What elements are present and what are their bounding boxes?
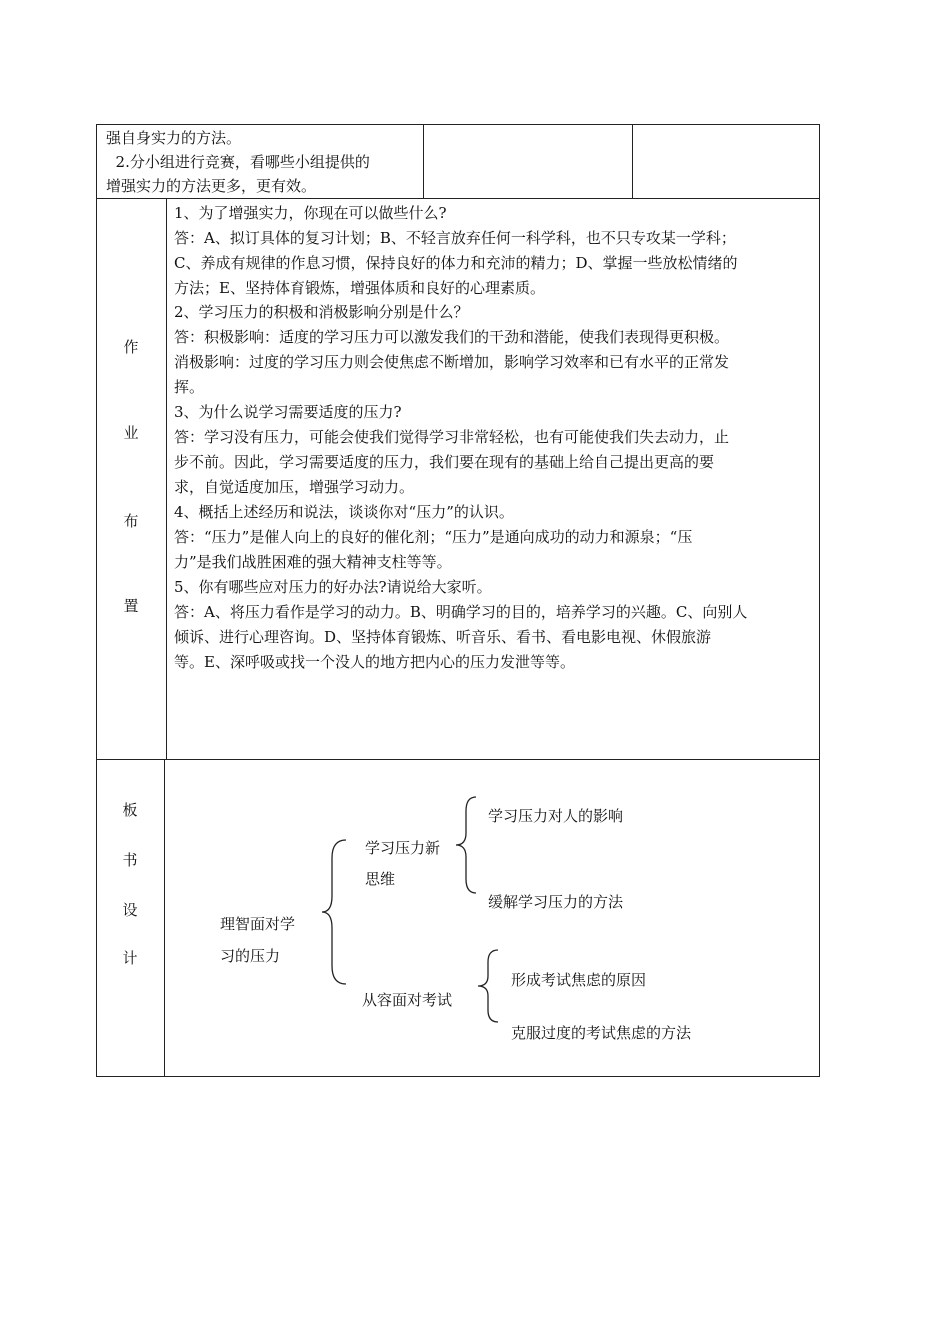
top-line: 增强实力的方法更多，更有效。 bbox=[106, 177, 317, 195]
mindmap-brace-branch-2 bbox=[476, 948, 502, 1026]
mindmap-root: 习的压力 bbox=[220, 947, 281, 965]
homework-label-char: 作 bbox=[123, 338, 139, 356]
homework-line: 答：“压力”是催人向上的良好的催化剂；“压力”是通向成功的动力和源泉；“压 bbox=[174, 528, 693, 546]
mindmap-brace-root bbox=[320, 838, 350, 988]
table-border-bottom bbox=[96, 1076, 820, 1077]
mindmap-branch-1: 思维 bbox=[365, 870, 396, 888]
homework-line: 力”是我们战胜困难的强大精神支柱等等。 bbox=[174, 553, 452, 571]
mindmap-leaf: 形成考试焦虑的原因 bbox=[511, 971, 647, 989]
board-label-char: 板 bbox=[122, 801, 138, 819]
table-border-right bbox=[819, 124, 820, 1077]
homework-line: 求，自觉适度加压，增强学习动力。 bbox=[174, 478, 415, 496]
row-separator-2 bbox=[96, 759, 820, 760]
homework-line: 倾诉、进行心理咨询。D、坚持体育锻炼、听音乐、看书、看电影电视、休假旅游 bbox=[174, 628, 712, 646]
homework-line: 挥。 bbox=[174, 378, 205, 396]
homework-line: 消极影响：过度的学习压力则会使焦虑不断增加，影响学习效率和已有水平的正常发 bbox=[174, 353, 730, 371]
row-separator-1 bbox=[96, 198, 820, 199]
homework-label-char: 布 bbox=[123, 512, 139, 530]
homework-line: 4、概括上述经历和说法，谈谈你对“压力”的认识。 bbox=[174, 503, 514, 521]
top-row-divider-2 bbox=[632, 124, 633, 198]
homework-line: 1、为了增强实力，你现在可以做些什么? bbox=[174, 204, 447, 222]
homework-line: 2、学习压力的积极和消极影响分别是什么？ bbox=[174, 303, 469, 321]
top-line: 2.分小组进行竞赛，看哪些小组提供的 bbox=[106, 153, 370, 171]
homework-line: 答：A、将压力看作是学习的动力。B、明确学习的目的，培养学习的兴趣。C、向别人 bbox=[174, 603, 748, 621]
mindmap-leaf: 学习压力对人的影响 bbox=[488, 807, 624, 825]
top-row-divider-1 bbox=[423, 124, 424, 198]
mindmap-brace-branch-1 bbox=[454, 795, 480, 895]
top-line: 强自身实力的方法。 bbox=[106, 129, 242, 147]
board-label-char: 设 bbox=[122, 901, 138, 919]
board-label-char: 书 bbox=[122, 851, 138, 869]
homework-line: 3、为什么说学习需要适度的压力? bbox=[174, 403, 402, 421]
mindmap-leaf: 克服过度的考试焦虑的方法 bbox=[511, 1024, 692, 1042]
board-label-divider bbox=[164, 759, 165, 1077]
homework-line: 方法；E、坚持体育锻炼，增强体质和良好的心理素质。 bbox=[174, 279, 545, 297]
mindmap-leaf: 缓解学习压力的方法 bbox=[488, 893, 624, 911]
mindmap-branch-1: 学习压力新 bbox=[365, 839, 441, 857]
table-border-left bbox=[96, 124, 97, 1077]
homework-line: 等。E、深呼吸或找一个没人的地方把内心的压力发泄等等。 bbox=[174, 653, 575, 671]
homework-line: C、养成有规律的作息习惯，保持良好的体力和充沛的精力；D、掌握一些放松情绪的 bbox=[174, 254, 738, 272]
homework-label-char: 业 bbox=[123, 424, 139, 442]
board-label-char: 计 bbox=[122, 949, 138, 967]
homework-label-divider bbox=[166, 198, 167, 760]
homework-line: 答：A、拟订具体的复习计划；B、不轻言放弃任何一科学科，也不只专攻某一学科； bbox=[174, 229, 736, 247]
table-border-top bbox=[96, 124, 820, 125]
mindmap-root: 理智面对学 bbox=[220, 915, 296, 933]
homework-label-char: 置 bbox=[123, 597, 139, 615]
homework-line: 5、你有哪些应对压力的好办法?请说给大家听。 bbox=[174, 578, 492, 596]
mindmap-branch-2: 从容面对考试 bbox=[362, 991, 453, 1009]
homework-line: 步不前。因此，学习需要适度的压力，我们要在现有的基础上给自己提出更高的要 bbox=[174, 453, 715, 471]
homework-line: 答：积极影响：适度的学习压力可以激发我们的干劲和潜能，使我们表现得更积极。 bbox=[174, 328, 730, 346]
homework-line: 答：学习没有压力，可能会使我们觉得学习非常轻松，也有可能使我们失去动力，止 bbox=[174, 428, 730, 446]
